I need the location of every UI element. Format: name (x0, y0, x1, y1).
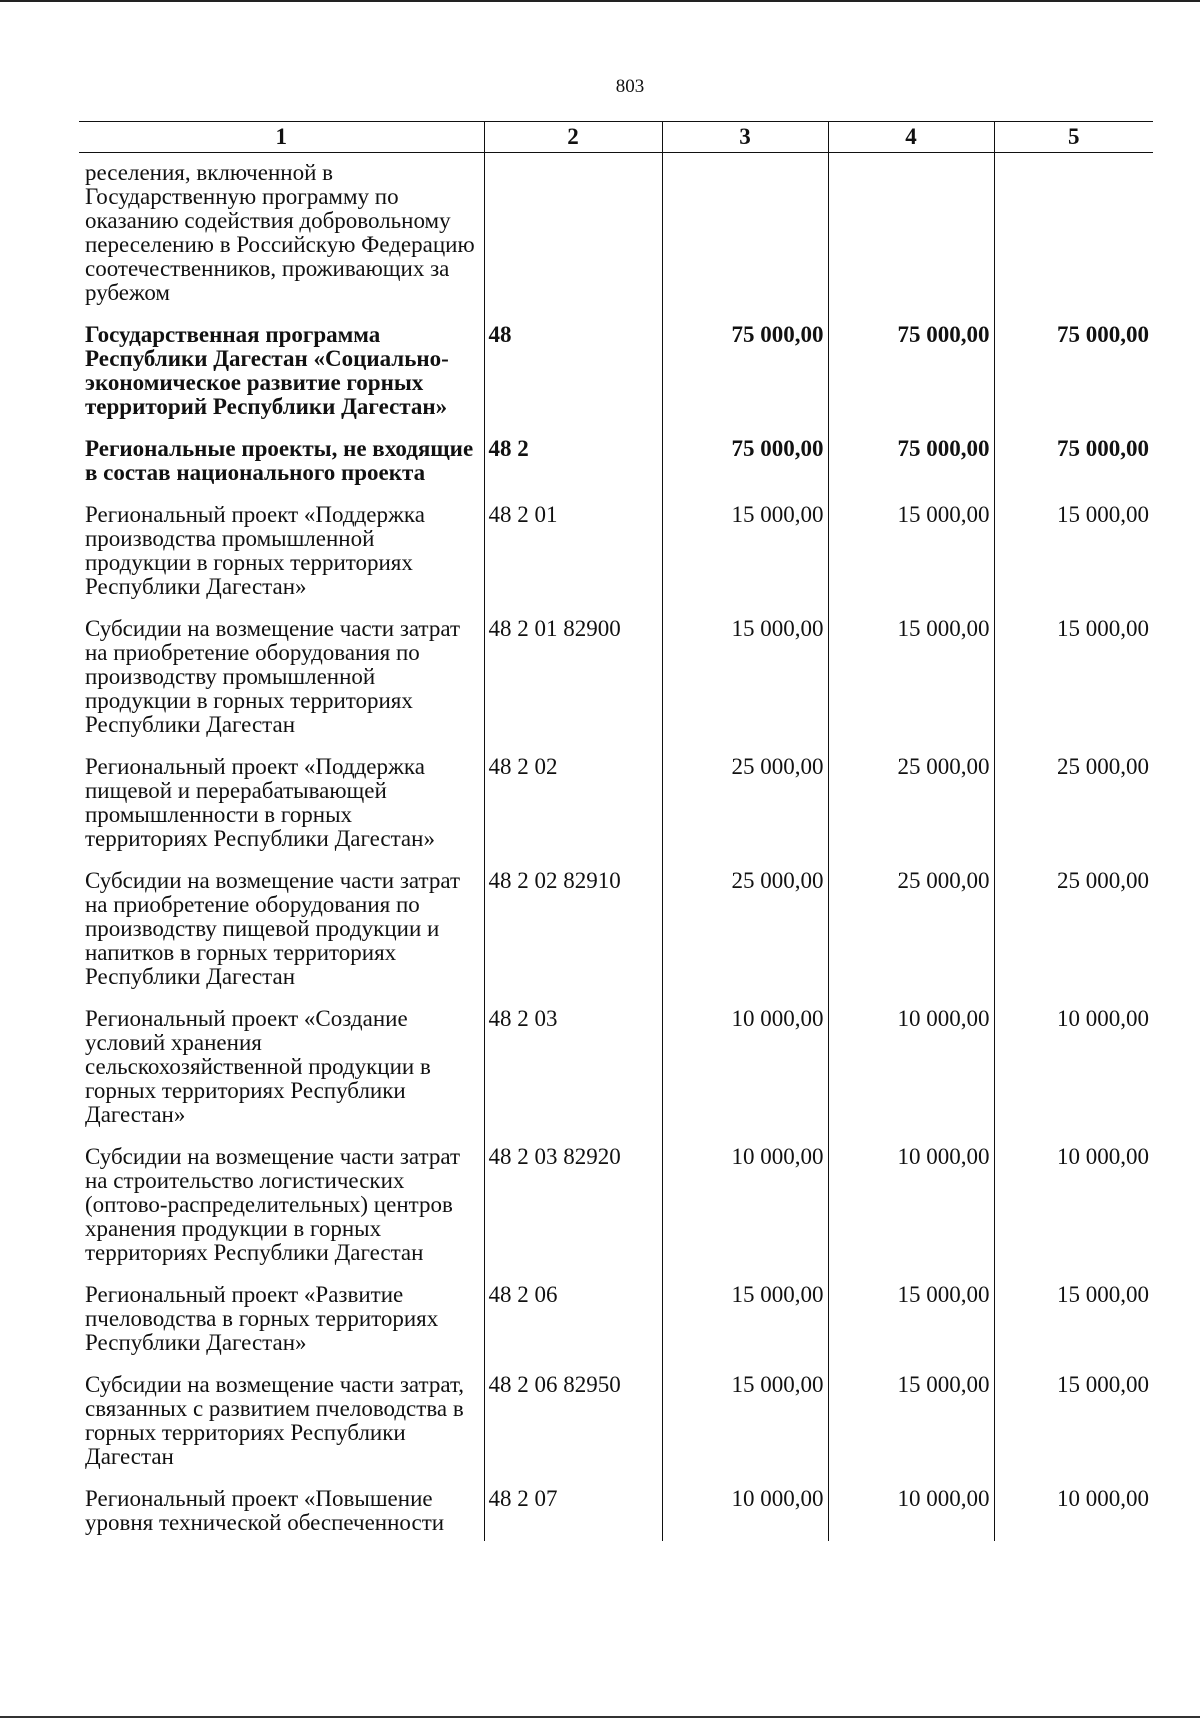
row-code-cell: 48 2 06 82950 (484, 1373, 662, 1487)
row-value-col5: 15 000,00 (994, 503, 1153, 617)
row-value-col4: 25 000,00 (828, 755, 994, 869)
table-row (79, 1145, 1153, 1283)
row-value-col4: 15 000,00 (828, 617, 994, 755)
column-header-2: 2 (484, 122, 662, 153)
table-row (79, 755, 1153, 869)
row-name-cell: Субсидии на возмещение части затрат на приобретение оборудования по производству промышленной продукции в горных территориях Республики Дагестан (85, 616, 461, 737)
row-value-col4: 10 000,00 (828, 1007, 994, 1145)
row-code-cell: 48 2 01 (484, 503, 662, 617)
row-value-col4: 15 000,00 (828, 1373, 994, 1487)
row-value-col5: 75 000,00 (994, 323, 1153, 437)
table-row (79, 437, 1153, 503)
column-header-5: 5 (994, 122, 1153, 153)
table-row (79, 153, 1153, 324)
row-value-col3: 10 000,00 (662, 1487, 828, 1541)
column-header-4: 4 (828, 122, 994, 153)
row-name-cell: Региональный проект «Развитие пчеловодства в горных территориях Республики Дагестан» (85, 1282, 439, 1355)
row-value-col3: 15 000,00 (662, 503, 828, 617)
row-value-col4 (828, 153, 994, 324)
table-row (79, 1373, 1153, 1487)
row-value-col4: 75 000,00 (828, 437, 994, 503)
row-code-cell: 48 2 02 82910 (484, 869, 662, 1007)
row-value-col5: 15 000,00 (994, 617, 1153, 755)
row-value-col5: 10 000,00 (994, 1487, 1153, 1541)
row-code-cell: 48 2 (484, 437, 662, 503)
row-value-col5: 25 000,00 (994, 755, 1153, 869)
row-name-cell: реселения, включенной в Государственную программу по оказанию содействия добровольному переселению в Российскую Федерацию соотечественников, проживающих за рубежом (85, 160, 475, 305)
row-name-cell: Государственная программа Республики Дагестан «Социально-экономическое развитие горных территорий Республики Дагестан» (85, 322, 449, 419)
row-name-cell: Региональный проект «Поддержка производства промышленной продукции в горных территориях Республики Дагестан» (85, 502, 425, 599)
top-scan-edge (0, 0, 1200, 2)
table-row (79, 503, 1153, 617)
table-body (79, 153, 1153, 1542)
row-name-cell: Региональный проект «Создание условий хранения сельскохозяйственной продукции в горных территориях Республики Дагестан» (85, 1006, 431, 1127)
table-row (79, 323, 1153, 437)
row-code-cell: 48 2 02 (484, 755, 662, 869)
row-value-col3: 25 000,00 (662, 755, 828, 869)
row-name-cell: Субсидии на возмещение части затрат на строительство логистических (оптово-распределительных) центров хранения продукции в горных территориях Республики Дагестан (85, 1144, 461, 1265)
row-name-cell: Субсидии на возмещение части затрат, связанных с развитием пчеловодства в горных территориях Республики Дагестан (85, 1372, 465, 1469)
row-value-col4: 10 000,00 (828, 1487, 994, 1541)
row-value-col4: 75 000,00 (828, 323, 994, 437)
row-value-col5: 10 000,00 (994, 1007, 1153, 1145)
page-number: 803 (615, 76, 645, 97)
row-name-cell: Региональные проекты, не входящие в состав национального проекта (85, 436, 474, 485)
column-header-1: 1 (79, 122, 484, 153)
table-row (79, 869, 1153, 1007)
column-header-3: 3 (662, 122, 828, 153)
bottom-scan-edge (0, 1716, 1200, 1718)
header-row (79, 122, 1153, 153)
row-code-cell: 48 2 07 (484, 1487, 662, 1541)
row-value-col5 (994, 153, 1153, 324)
row-value-col5: 10 000,00 (994, 1145, 1153, 1283)
row-code-cell: 48 2 03 (484, 1007, 662, 1145)
row-value-col3: 15 000,00 (662, 1283, 828, 1373)
row-value-col3: 10 000,00 (662, 1145, 828, 1283)
row-value-col5: 25 000,00 (994, 869, 1153, 1007)
row-value-col3: 10 000,00 (662, 1007, 828, 1145)
row-value-col5: 15 000,00 (994, 1373, 1153, 1487)
row-value-col4: 10 000,00 (828, 1145, 994, 1283)
row-name-cell: Региональный проект «Поддержка пищевой и перерабатывающей промышленности в горных территориях Республики Дагестан» (85, 754, 435, 851)
row-value-col4: 15 000,00 (828, 503, 994, 617)
row-value-col5: 75 000,00 (994, 437, 1153, 503)
row-value-col3: 75 000,00 (662, 437, 828, 503)
row-value-col4: 25 000,00 (828, 869, 994, 1007)
budget-table (79, 121, 1153, 1541)
row-value-col3: 15 000,00 (662, 1373, 828, 1487)
row-code-cell: 48 2 01 82900 (484, 617, 662, 755)
row-value-col3: 75 000,00 (662, 323, 828, 437)
row-name-cell: Субсидии на возмещение части затрат на приобретение оборудования по производству пищевой продукции и напитков в горных территориях Республики Дагестан (85, 868, 461, 989)
table-row (79, 1487, 1153, 1541)
row-code-cell: 48 2 03 82920 (484, 1145, 662, 1283)
row-name-cell: Региональный проект «Повышение уровня технической обеспеченности (85, 1486, 445, 1535)
row-code-cell: 48 2 06 (484, 1283, 662, 1373)
table-row (79, 1283, 1153, 1373)
row-value-col3: 15 000,00 (662, 617, 828, 755)
row-code-cell: 48 (484, 323, 662, 437)
table-row (79, 617, 1153, 755)
row-value-col3 (662, 153, 828, 324)
row-code-cell (484, 153, 662, 324)
row-value-col4: 15 000,00 (828, 1283, 994, 1373)
row-value-col3: 25 000,00 (662, 869, 828, 1007)
table-row (79, 1007, 1153, 1145)
row-value-col5: 15 000,00 (994, 1283, 1153, 1373)
